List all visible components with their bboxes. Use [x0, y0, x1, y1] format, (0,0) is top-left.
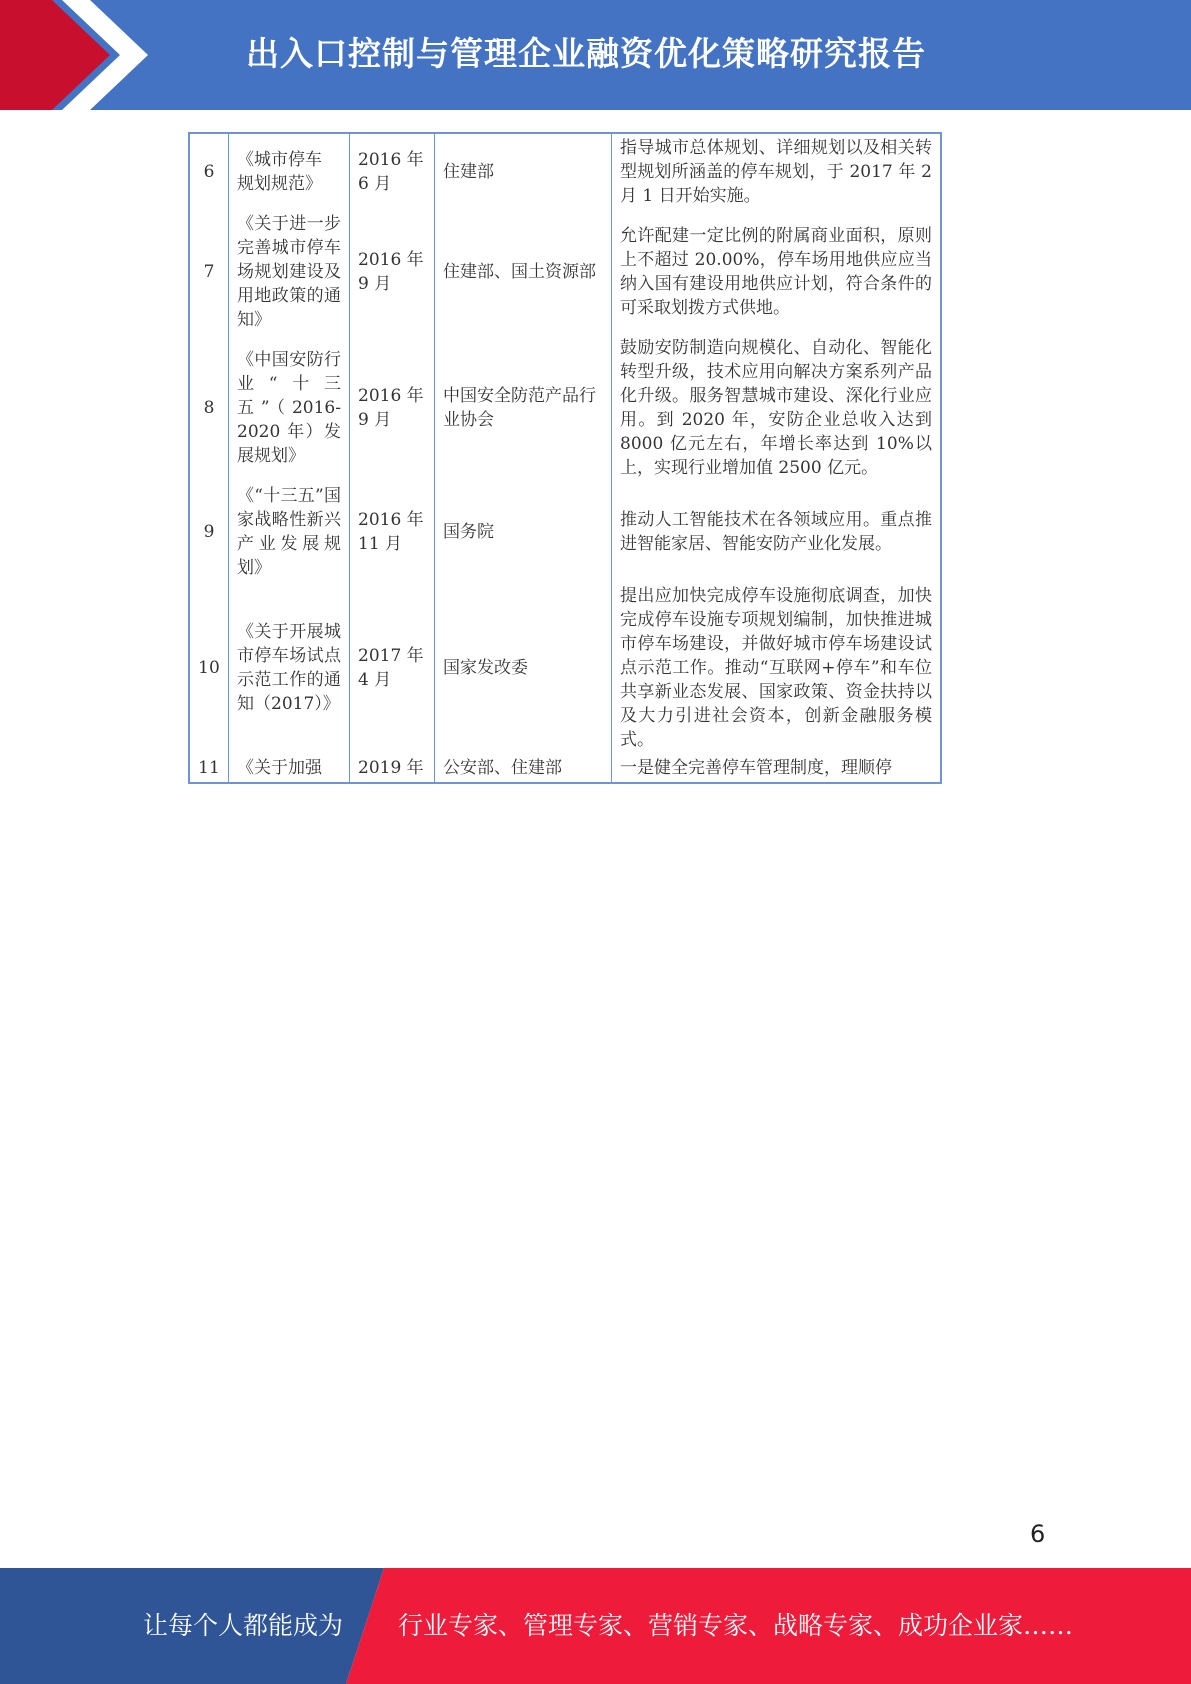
policy-name: 《城市停车 规划规范》	[237, 150, 322, 194]
row-number: 6	[203, 162, 215, 182]
issuing-department-cell	[435, 133, 612, 210]
policy-content-cell	[612, 334, 942, 482]
row-number-cell	[189, 754, 229, 783]
policy-date: 2016 年 9 月	[358, 386, 424, 430]
issuing-department: 住建部	[443, 162, 494, 182]
row-number: 7	[203, 262, 215, 282]
row-number-cell	[189, 133, 229, 210]
policy-date-cell	[350, 482, 435, 582]
policy-date-cell	[350, 334, 435, 482]
policy-name-cell	[229, 133, 350, 210]
table-row	[189, 210, 941, 334]
report-title: 出入口控制与管理企业融资优化策略研究报告	[246, 34, 926, 73]
issuing-department: 住建部、国土资源部	[443, 262, 596, 282]
policy-name-cell	[229, 754, 350, 783]
policy-content: 一是健全完善停车管理制度，理顺停	[620, 758, 892, 778]
policy-date: 2019 年	[358, 758, 424, 778]
policy-date-cell	[350, 210, 435, 334]
policy-content: 允许配建一定比例的附属商业面积，原则上不超过 20.00%，停车场用地供应应当纳入国有建设用地供应计划，符合条件的可采取划拨方式供地。	[620, 226, 932, 318]
row-number: 9	[203, 522, 215, 542]
policy-date-cell	[350, 754, 435, 783]
table-row	[189, 133, 941, 210]
row-number: 8	[203, 398, 215, 418]
issuing-department: 国家发改委	[443, 658, 528, 678]
policy-table	[188, 132, 942, 784]
issuing-department: 国务院	[443, 522, 494, 542]
row-number: 10	[198, 658, 220, 678]
row-number-cell	[189, 334, 229, 482]
footer-slogan-right: 行业专家、管理专家、营销专家、战略专家、成功企业家……	[398, 1611, 1074, 1640]
policy-name-cell	[229, 334, 350, 482]
footer-slogan-left: 让每个人都能成为	[143, 1611, 344, 1640]
policy-date: 2016 年 6 月	[358, 150, 424, 194]
table-row	[189, 754, 941, 783]
policy-name: 《关于进一步完善城市停车场规划建设及用地政策的通知》	[237, 214, 341, 330]
policy-date: 2016 年 9 月	[358, 250, 424, 294]
issuing-department-cell	[435, 334, 612, 482]
policy-name: 《“十三五”国家战略性新兴产业发展规划》	[237, 486, 341, 578]
row-number-cell	[189, 210, 229, 334]
table-row	[189, 482, 941, 582]
footer-band	[0, 1568, 1191, 1684]
policy-content: 指导城市总体规划、详细规划以及相关转型规划所涵盖的停车规划，于 2017 年 2 月 1 日开始实施。	[620, 138, 932, 206]
policy-date: 2017 年 4 月	[358, 646, 424, 690]
issuing-department: 公安部、住建部	[443, 758, 562, 778]
policy-content-cell	[612, 582, 942, 754]
policy-date: 2016 年 11 月	[358, 510, 424, 554]
policy-name: 《关于加强	[237, 758, 322, 778]
policy-content: 提出应加快完成停车设施彻底调查，加快完成停车设施专项规划编制，加快推进城市停车场建设，并做好城市停车场建设试点示范工作。推动“互联网+停车”和车位共享新业态发展、国家政策、资金扶持以及大力引进社会资本，创新金融服务模式。	[620, 586, 932, 750]
policy-content-cell	[612, 482, 942, 582]
policy-content-cell	[612, 210, 942, 334]
row-number-cell	[189, 582, 229, 754]
issuing-department-cell	[435, 754, 612, 783]
policy-date-cell	[350, 582, 435, 754]
issuing-department-cell	[435, 210, 612, 334]
policy-table-body	[189, 133, 941, 783]
policy-content: 推动人工智能技术在各领域应用。重点推进智能家居、智能安防产业化发展。	[620, 510, 932, 554]
policy-name: 《中国安防行业“十三五”（2016-2020 年）发展规划》	[237, 350, 341, 466]
policy-date-cell	[350, 133, 435, 210]
policy-name-cell	[229, 482, 350, 582]
policy-content-cell	[612, 754, 942, 783]
row-number-cell	[189, 482, 229, 582]
issuing-department: 中国安全防范产品行业协会	[443, 386, 596, 430]
header-band	[0, 0, 1191, 110]
issuing-department-cell	[435, 582, 612, 754]
policy-name: 《关于开展城市停车场试点示范工作的通知（2017）》	[237, 622, 341, 714]
table-row	[189, 582, 941, 754]
policy-content-cell	[612, 133, 942, 210]
issuing-department-cell	[435, 482, 612, 582]
row-number: 11	[198, 758, 220, 778]
policy-name-cell	[229, 210, 350, 334]
table-row	[189, 334, 941, 482]
policy-name-cell	[229, 582, 350, 754]
policy-content: 鼓励安防制造向规模化、自动化、智能化转型升级，技术应用向解决方案系列产品化升级。服务智慧城市建设、深化行业应用。到 2020 年，安防企业总收入达到 8000 亿元左右，年增长率达到 10%以上，实现行业增加值 2500 亿元。	[620, 338, 932, 478]
page-number: 6	[1030, 1520, 1046, 1548]
